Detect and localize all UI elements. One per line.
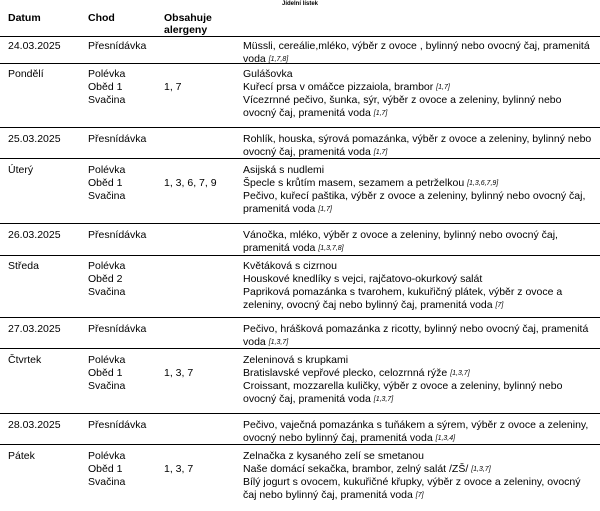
food-item bbox=[243, 419, 595, 445]
allergen-codes: [1,3,7,8] bbox=[318, 245, 344, 252]
food-list bbox=[243, 450, 595, 502]
day-label: 25.03.2025 bbox=[8, 133, 61, 145]
food-item bbox=[243, 323, 595, 349]
day-divider bbox=[0, 63, 600, 64]
day-divider bbox=[0, 317, 600, 318]
course-name: Svačina bbox=[88, 94, 126, 106]
food-list bbox=[243, 260, 595, 312]
food-description: Pečivo, hrášková pomazánka z ricotty, bylinný nebo ovocný čaj, pramenitá voda bbox=[243, 323, 589, 348]
allergen-codes: [1,3,6,7,9] bbox=[467, 180, 499, 187]
food-description: Špecle s krůtím masem, sezamem a petrželkou bbox=[243, 177, 465, 189]
food-item bbox=[243, 380, 595, 406]
allergen-codes: [1,7] bbox=[436, 84, 450, 91]
allergen-codes: [1,3,7] bbox=[450, 370, 470, 377]
food-description: Květáková s cizrnou bbox=[243, 260, 337, 272]
food-list bbox=[243, 164, 595, 216]
food-item bbox=[243, 286, 595, 312]
food-item bbox=[243, 81, 595, 94]
course-list bbox=[88, 68, 125, 107]
day-divider bbox=[0, 444, 600, 445]
day-label: 26.03.2025 bbox=[8, 229, 61, 241]
course-name: Polévka bbox=[88, 68, 126, 80]
course-name: Svačina bbox=[88, 476, 126, 488]
food-item bbox=[243, 94, 595, 120]
day-divider bbox=[0, 348, 600, 349]
course-name: Svačina bbox=[88, 286, 126, 298]
course-list bbox=[88, 40, 146, 53]
day-divider bbox=[0, 413, 600, 414]
food-description: Kuřecí prsa v omáčce pizzaiola, brambor bbox=[243, 81, 434, 93]
day-divider bbox=[0, 255, 600, 256]
course-name: Polévka bbox=[88, 450, 126, 462]
food-description: Pečivo, vaječná pomazánka s tuňákem a sýrem, výběr z ovoce a zeleniny, ovocný nebo bylinný čaj, pramenitá voda bbox=[243, 419, 589, 444]
food-list bbox=[243, 419, 595, 445]
course-list bbox=[88, 323, 146, 336]
food-description: Houskové knedlíky s vejci, rajčatovo-okurkový salát bbox=[243, 273, 483, 285]
course-name: Oběd 1 bbox=[88, 177, 123, 189]
food-description: Müssli, cereálie,mléko, výběr z ovoce , bylinný nebo ovocný čaj, pramenitá voda bbox=[243, 40, 590, 65]
food-item bbox=[243, 476, 595, 502]
food-item bbox=[243, 463, 595, 476]
course-list bbox=[88, 260, 125, 299]
food-description: Bílý jogurt s ovocem, kukuřičné křupky, výběr z ovoce a zeleniny, ovocný čaj nebo bylinný čaj, pramenitá voda bbox=[243, 476, 581, 501]
course-list bbox=[88, 164, 125, 203]
food-item bbox=[243, 68, 595, 81]
course-name: Polévka bbox=[88, 260, 126, 272]
allergens-value: 1, 7 bbox=[164, 81, 182, 93]
course-list bbox=[88, 229, 146, 242]
day-divider bbox=[0, 127, 600, 128]
food-description: Asijská s nudlemi bbox=[243, 164, 325, 176]
food-item bbox=[243, 229, 595, 255]
food-item bbox=[243, 177, 595, 190]
allergen-codes: [1,7,8] bbox=[268, 56, 289, 63]
allergen-codes: [1,7] bbox=[373, 149, 388, 156]
allergen-codes: [7] bbox=[495, 302, 504, 309]
day-label: Pátek bbox=[8, 450, 35, 462]
page-title: Jídelní lístek bbox=[281, 1, 318, 7]
course-list bbox=[88, 450, 125, 489]
course-name: Polévka bbox=[88, 164, 126, 176]
allergen-codes: [7] bbox=[415, 492, 424, 499]
day-label: Úterý bbox=[8, 164, 34, 176]
food-description: Bratislavské vepřové plecko, celozrnná rýže bbox=[243, 367, 448, 379]
food-list bbox=[243, 354, 595, 406]
food-description: Naše domácí sekačka, brambor, zelný salát /ZŠ/ bbox=[243, 463, 469, 475]
course-name: Přesnídávka bbox=[88, 40, 147, 52]
day-divider bbox=[0, 158, 600, 159]
food-item bbox=[243, 190, 595, 216]
food-item bbox=[243, 260, 595, 273]
course-name: Svačina bbox=[88, 380, 126, 392]
course-name: Polévka bbox=[88, 354, 126, 366]
allergen-codes: [1,7] bbox=[373, 110, 388, 117]
allergens-value: 1, 3, 7 bbox=[164, 463, 194, 475]
day-label: 28.03.2025 bbox=[8, 419, 61, 431]
food-list bbox=[243, 68, 595, 120]
course-list bbox=[88, 354, 125, 393]
food-list bbox=[243, 229, 595, 255]
day-divider bbox=[0, 223, 600, 224]
day-label: Čtvrtek bbox=[8, 354, 42, 366]
allergen-codes: [1,3,7] bbox=[268, 339, 289, 346]
course-list bbox=[88, 419, 146, 432]
day-label: Pondělí bbox=[8, 68, 44, 80]
course-name: Přesnídávka bbox=[88, 133, 147, 145]
allergen-codes: [1,3,4] bbox=[435, 435, 456, 442]
course-name: Oběd 1 bbox=[88, 463, 123, 475]
food-description: Pečivo, kuřecí paštika, výběr z ovoce a zeleniny, bylinný nebo ovocný čaj, pramenitá voda bbox=[243, 190, 586, 215]
food-item bbox=[243, 133, 595, 159]
food-item bbox=[243, 450, 595, 463]
course-list bbox=[88, 133, 146, 146]
food-description: Gulášovka bbox=[243, 68, 293, 80]
allergen-codes: [1,3,7] bbox=[373, 396, 394, 403]
course-name: Oběd 1 bbox=[88, 81, 123, 93]
course-name: Svačina bbox=[88, 190, 126, 202]
food-item bbox=[243, 164, 595, 177]
column-header-course: Chod bbox=[88, 12, 115, 24]
food-description: Vánočka, mléko, výběr z ovoce a zeleniny, bylinný nebo ovocný čaj, pramenitá voda bbox=[243, 229, 558, 254]
food-description: Papriková pomazánka s tvarohem, kukuřičný plátek, výběr z ovoce a zeleniny, ovocný čaj nebo bylinný čaj, pramenitá voda bbox=[243, 286, 563, 311]
food-item bbox=[243, 354, 595, 367]
course-name: Oběd 2 bbox=[88, 273, 123, 285]
header-divider bbox=[0, 36, 600, 37]
day-label: Středa bbox=[8, 260, 39, 272]
course-name: Oběd 1 bbox=[88, 367, 123, 379]
food-item bbox=[243, 273, 595, 286]
food-description: Croissant, mozzarella kuličky, výběr z ovoce a zeleniny, bylinný nebo ovocný čaj, pramenitá voda bbox=[243, 380, 563, 405]
day-label: 24.03.2025 bbox=[8, 40, 61, 52]
day-label: 27.03.2025 bbox=[8, 323, 61, 335]
food-list bbox=[243, 323, 595, 349]
column-header-date: Datum bbox=[8, 12, 41, 24]
allergens-value: 1, 3, 7 bbox=[164, 367, 194, 379]
allergen-codes: [1,7] bbox=[318, 206, 332, 213]
food-description: Rohlík, houska, sýrová pomazánka, výběr z ovoce a zeleniny, bylinný nebo ovocný čaj, pramenitá voda bbox=[243, 133, 592, 158]
food-list bbox=[243, 133, 595, 159]
allergen-codes: [1,3,7] bbox=[471, 466, 491, 473]
course-name: Přesnídávka bbox=[88, 229, 147, 241]
food-item bbox=[243, 367, 595, 380]
column-header-allergens: Obsahuje alergeny bbox=[164, 12, 212, 36]
course-name: Přesnídávka bbox=[88, 323, 147, 335]
course-name: Přesnídávka bbox=[88, 419, 147, 431]
food-description: Vícezrnné pečivo, šunka, sýr, výběr z ovoce a zeleniny, bylinný nebo ovocný čaj, pramenitá voda bbox=[243, 94, 562, 119]
allergens-value: 1, 3, 6, 7, 9 bbox=[164, 177, 217, 189]
food-description: Zelnačka z kysaného zelí se smetanou bbox=[243, 450, 424, 462]
food-description: Zeleninová s krupkami bbox=[243, 354, 349, 366]
